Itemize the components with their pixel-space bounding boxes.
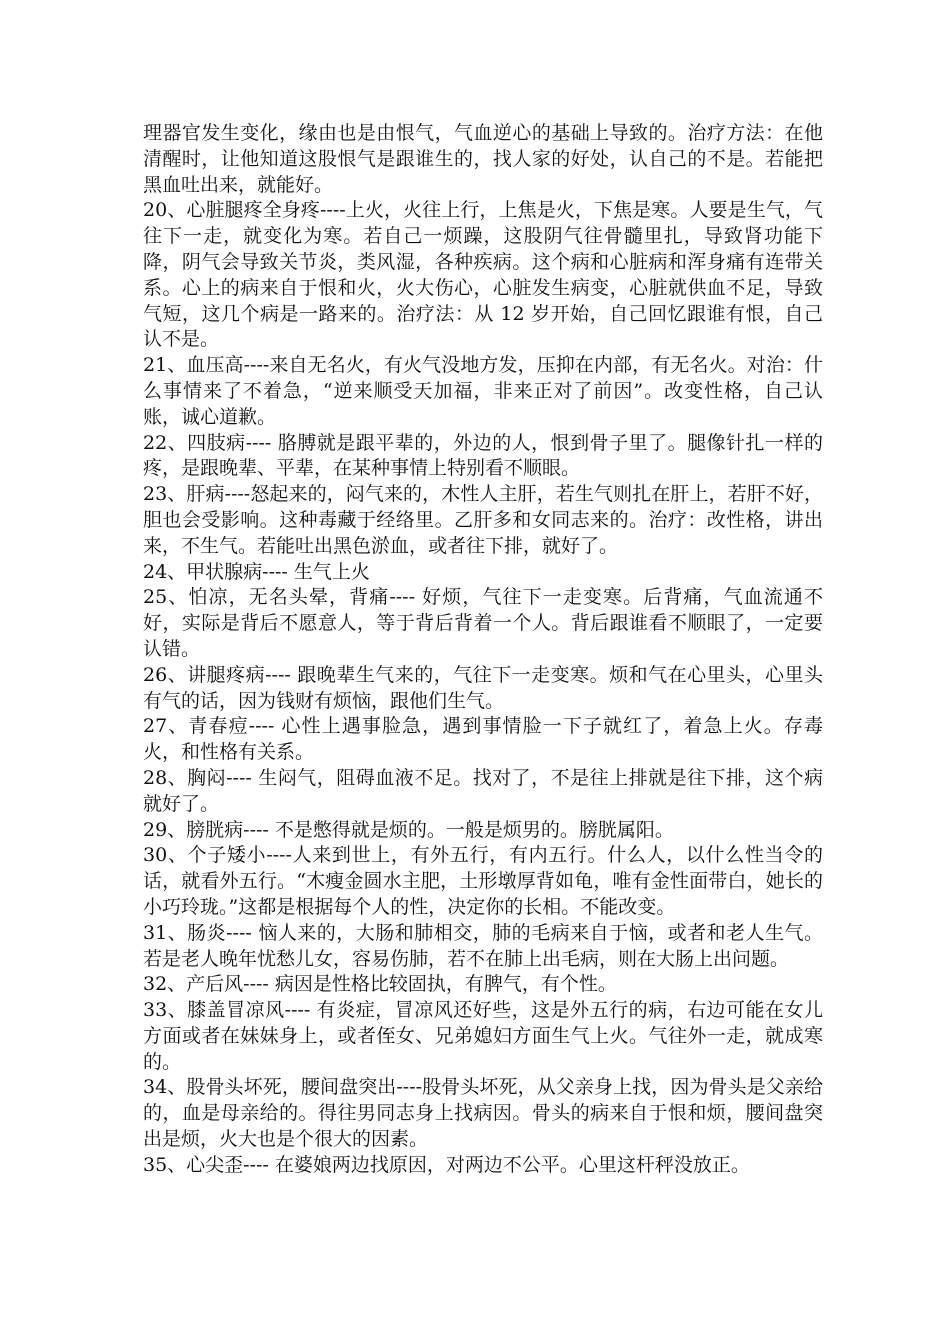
paragraph-continuation: 理器官发生变化，缘由也是由恨气，气血逆心的基础上导致的。治疗方法：在他清醒时，让他知道这股恨气是跟谁生的，找人家的好处，认自己的不是。若能把黑血吐出来，就能好。 bbox=[143, 122, 823, 196]
paragraph-item-26: 26、讲腿疼病---- 跟晚辈生气来的，气往下一走变寒。烦和气在心里头，心里头有气的话，因为钱财有烦恼，跟他们生气。 bbox=[143, 663, 823, 712]
paragraph-item-23: 23、肝病----怒起来的，闷气来的，木性人主肝，若生气则扎在肝上，若肝不好，胆也会受影响。这种毒藏于经络里。乙肝多和女同志来的。治疗：改性格，讲出来，不生气。若能吐出黑色淤血，或者往下排，就好了。 bbox=[143, 483, 823, 557]
paragraph-item-28: 28、胸闷---- 生闷气，阻碍血液不足。找对了，不是往上排就是往下排，这个病就好了。 bbox=[143, 766, 823, 815]
paragraph-item-25: 25、怕凉，无名头晕，背痛---- 好烦，气往下一走变寒。后背痛，气血流通不好，实际是背后不愿意人，等于背后背着一个人。背后跟谁看不顺眼了，一定要认错。 bbox=[143, 586, 823, 660]
paragraph-item-27: 27、青春痘---- 心性上遇事脸急，遇到事情脸一下子就红了，着急上火。存毒火，和性格有关系。 bbox=[143, 715, 823, 764]
paragraph-item-31: 31、肠炎---- 恼人来的，大肠和肺相交，肺的毛病来自于恼，或者和老人生气。若是老人晚年忧愁儿女，容易伤肺，若不在肺上出毛病，则在大肠上出问题。 bbox=[143, 921, 823, 970]
paragraph-item-30: 30、个子矮小----人来到世上，有外五行，有内五行。什么人，以什么性当令的话，就看外五行。“木瘦金圆水主肥，土形墩厚背如龟，唯有金性面带白，她长的小巧玲珑。”这都是根据每个人的性，决定你的长相。不能改变。 bbox=[143, 844, 823, 918]
paragraph-item-20: 20、心脏腿疼全身疼----上火，火往上行，上焦是火，下焦是寒。人要是生气，气往下一走，就变化为寒。若自己一烦躁，这股阴气往骨髓里扎，导致肾功能下降，阴气会导致关节炎，类风湿，各种疾病。这个病和心脏病和浑身痛有连带关系。心上的病来自于恨和火，火大伤心，心脏发生病变，心脏就供血不足，导致气短，这几个病是一路来的。治疗法：从 12 岁开始，自己回忆跟谁有恨，自己认不是。 bbox=[143, 199, 823, 351]
paragraph-item-24: 24、甲状腺病---- 生气上火 bbox=[143, 560, 370, 583]
document-page bbox=[143, 121, 823, 1179]
paragraph-item-33: 33、膝盖冒凉风---- 有炎症，冒凉风还好些，这是外五行的病，右边可能在女儿方面或者在妹妹身上，或者侄女、兄弟媳妇方面生气上火。气往外一走，就成寒的。 bbox=[143, 999, 823, 1073]
paragraph-item-35: 35、心尖歪---- 在婆娘两边找原因，对两边不公平。心里这杆秤没放正。 bbox=[143, 1153, 750, 1176]
paragraph-item-34: 34、股骨头坏死，腰间盘突出----股骨头坏死，从父亲身上找，因为骨头是父亲给的，血是母亲给的。得往男同志身上找病因。骨头的病来自于恨和烦，腰间盘突出是烦，火大也是个很大的因素。 bbox=[143, 1076, 823, 1151]
paragraph-item-21: 21、血压高----来自无名火，有火气没地方发，压抑在内部，有无名火。对治：什么事情来了不着急，“逆来顺受天加福，非来正对了前因”。改变性格，自己认账，诚心道歉。 bbox=[143, 354, 823, 428]
paragraph-item-22: 22、四肢病---- 胳膊就是跟平辈的，外边的人，恨到骨子里了。腿像针扎一样的疼，是跟晚辈、平辈，在某种事情上特别看不顺眼。 bbox=[143, 431, 823, 480]
paragraph-item-32: 32、产后风---- 病因是性格比较固执，有脾气，有个性。 bbox=[143, 973, 617, 996]
paragraph-item-29: 29、膀胱病---- 不是憋得就是烦的。一般是烦男的。膀胱属阳。 bbox=[143, 818, 674, 841]
